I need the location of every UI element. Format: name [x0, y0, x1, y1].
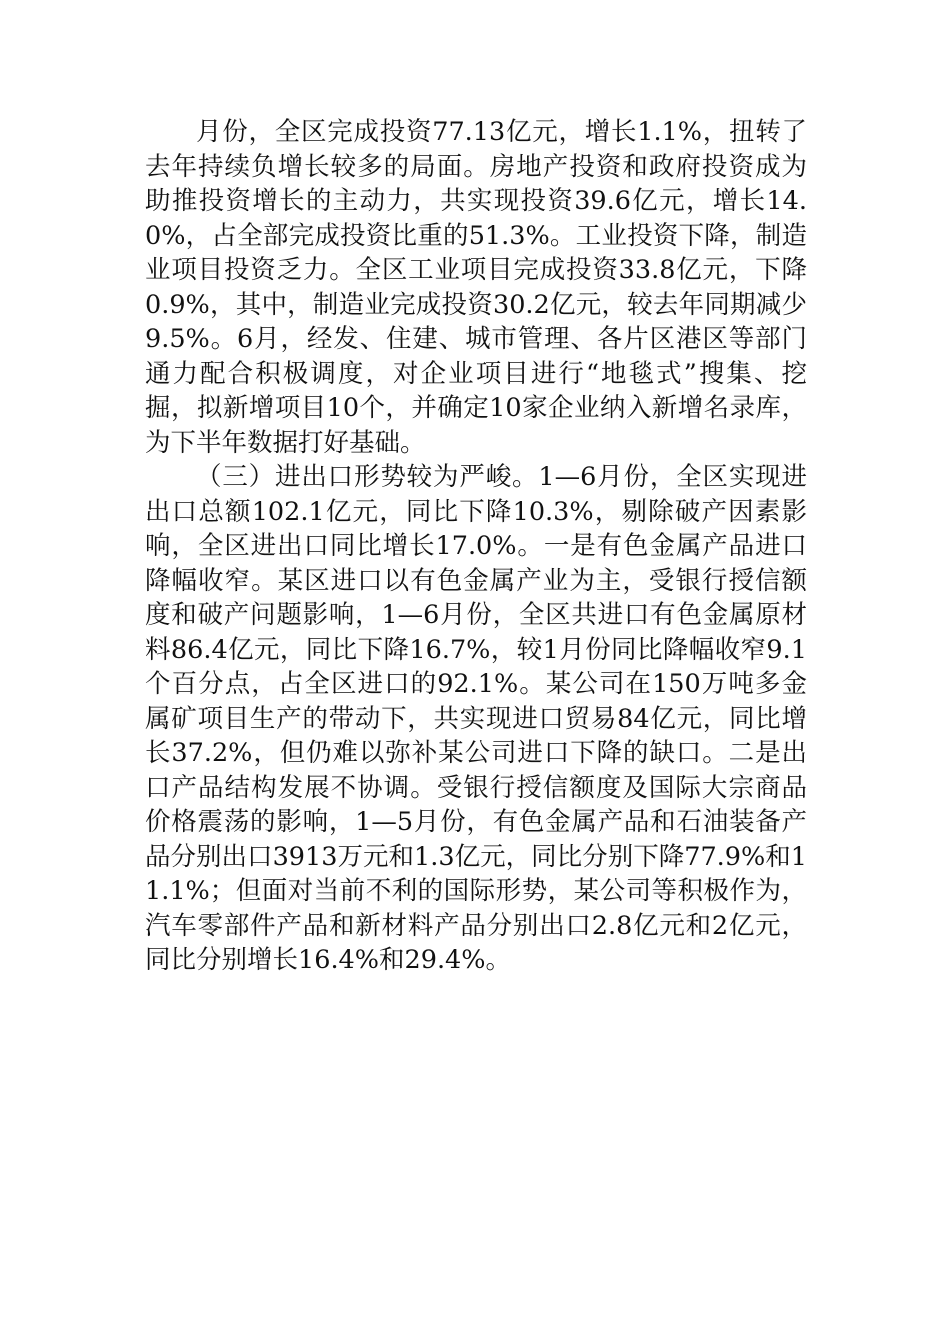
document-body: [145, 115, 807, 978]
paragraph-import-export: （三）进出口形势较为严峻。1—6月份，全区实现进出口总额102.1亿元，同比下降10.3%，剔除破产因素影响，全区进出口同比增长17.0%。一是有色金属产品进口降幅收窄。某区进口以有色金属产业为主，受银行授信额度和破产问题影响，1—6月份，全区共进口有色金属原材料86.4亿元，同比下降16.7%，较1月份同比降幅收窄9.1个百分点，占全区进口的92.1%。某公司在150万吨多金属矿项目生产的带动下，共实现进口贸易84亿元，同比增长37.2%，但仍难以弥补某公司进口下降的缺口。二是出口产品结构发展不协调。受银行授信额度及国际大宗商品价格震荡的影响，1—5月份，有色金属产品和石油装备产品分别出口3913万元和1.3亿元，同比分别下降77.9%和11.1%；但面对当前不利的国际形势，某公司等积极作为，汽车零部件产品和新材料产品分别出口2.8亿元和2亿元，同比分别增长16.4%和29.4%。: [145, 462, 807, 975]
paragraph-investment: 月份，全区完成投资77.13亿元，增长1.1%，扭转了去年持续负增长较多的局面。房地产投资和政府投资成为助推投资增长的主动力，共实现投资39.6亿元，增长14.0%，占全部完成投资比重的51.3%。工业投资下降，制造业项目投资乏力。全区工业项目完成投资33.8亿元，下降0.9%，其中，制造业完成投资30.2亿元，较去年同期减少9.5%。6月，经发、住建、城市管理、各片区港区等部门通力配合积极调度，对企业项目进行“地毯式”搜集、挖掘，拟新增项目10个，并确定10家企业纳入新增名录库，为下半年数据打好基础。: [145, 117, 807, 458]
